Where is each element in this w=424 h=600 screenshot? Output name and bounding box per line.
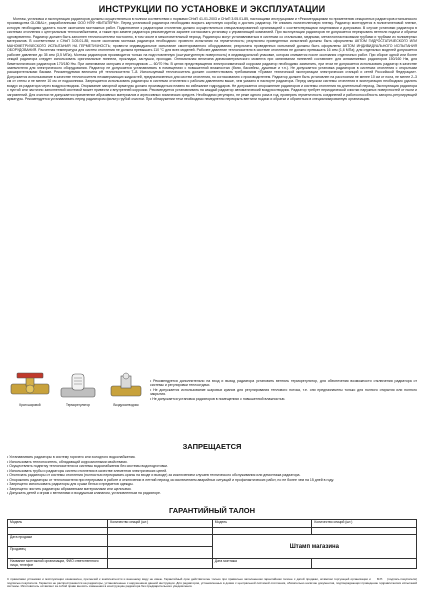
installation-text: Монтаж, установка и эксплуатация радиаторов должны осуществляться в полном соответствии с нормами СНиП 41-01-2003 и СНиП 3.05.01-85, настоящими инструкциями и «Рекомендациями по применению секционных радиаторов итальянского производства GLOBAL», разработанными ООО НПФ «ВИТАТЕРМ». Перед установкой радиатора необходимо вскрыть картонную коробку и достать радиатор. Не снимать полиэтиленовую пленку. Радиатор монтируется в полиэтиленовой пленке, которую необходимо удалить после окончания монтажных работ. Подключение к радиаторам отопления должно осуществляться специализированной организацией с соответствующими лицензиями и допусками. В случае установки радиатора в системах отопления с центральным теплоснабжением, а также при замене радиатора рекомендуется заранее согласовать установку с управляющей компанией. При эксплуатации радиаторов не допускается перекрывать вентили подачи и обратки одновременно. Радиатор должен быть заполнен теплоносителем постоянно, в том числе в межотопительный период. Радиаторы могут устанавливаться в системах со стальными, медными, металлопластиковыми трубами и трубами из полимерных материалов. В соответствии с СНиП 3.05.01-85, после окончания монтажа радиатора необходимо: провести испытания на герметичность; результаты проведенных испытаний должны быть оформлены АКТОМ ГИДРОСТАТИЧЕСКОГО ИЛИ МАНОМЕТРИЧЕСКОГО ИСПЫТАНИЯ НА ГЕРМЕТИЧНОСТЬ; провести индивидуальное испытание смонтированного оборудования; результаты проведенных испытаний должны быть оформлены АКТОМ ИНДИВИДУАЛЬНОГО ИСПЫТАНИЯ ОБОРУДОВАНИЯ. Расчетная температура для систем отопления не должна превышать 110 °С для всех моделей. Рабочее давление теплоносителя в системе отопления не должно превышать 16 атм (1,6 МПа); для отдельных моделей допускается рабочее давление до 35 атм (3,5 МПа). Монтаж радиаторов производится только на подготовленную (оштукатуренную поверхность) в индивидуальной упаковке, которая снимается после окончания отделочных работ. При сборке одной или более секций радиатора следует использовать оригинальные ниппели, прокладки, заглушки, проходки. Оптимальная величина динамометрического момента при затягивании ниппелей составляет: для алюминиевых радиаторов 150/160 Нм, для биметаллических радиаторов 170/180 Нм. При затягивании заглушек и переходников — 60/70 Нм. В целях предотвращения электрохимической коррозии радиатор необходимо заземлить, при этом не допускается использовать радиатор в качестве заземлителя для электрического оборудования. Радиатор не допускается устанавливать в помещениях с повышенной влажностью (бани, бассейны, душевые и т.п.). Не допускается установка радиаторов в системах отопления с открытыми расширительными баками. Рекомендуемая величина pH теплоносителя 7–8. Используемый теплоноситель должен соответствовать требованиям «Правил технической эксплуатации электрических станций и сетей Российской Федерации». Допускается использование в качестве теплоносителя незамерзающих жидкостей, предназначенных для систем отопления, по согласованию с производителем. Радиатор должен быть установлен на расстоянии не менее 10 см от пола, не менее 2–3 см от стены и не менее 10 см от подоконника. Запрещается использовать радиаторы в системах отопления с рабочим давлением выше, чем указано в паспорте радиатора. Перед запуском системы отопления в эксплуатацию необходимо удалить воздух из радиатора через воздухоотводчик. Открывание запорной арматуры должно производиться плавно во избежание гидроударов. Не допускается опорожнение радиаторов и системы отопления на длительный период. Эксплуатация радиатора с пустой или частично заполненной системой может привести к внутренней коррозии. Рекомендуется устанавливать на каждый радиатор автоматический воздухоотводчик. Радиатор требует периодической очистки наружных поверхностей от пыли и загрязнений. Для очистки не допускается применение абразивных материалов и агрессивных химических средств. Необходимо регулярно, не реже одного раза в год, проверять герметичность соединений и работоспособность запорно-регулирующей арматуры. Рекомендуется устанавливать перед радиатором фильтр грубой очистки. При обнаружении течи необходимо немедленно перекрыть вентили подачи и обратки и обратиться в специализированную организацию. xyxy=(7,17,417,102)
page-title: ИНСТРУКЦИИ ПО УСТАНОВКЕ И ЭКСПЛУАТАЦИИ xyxy=(98,4,326,14)
installation-instructions xyxy=(7,17,417,362)
forbid-item: • Использовать теплоноситель, обладающий коррозионными свойствами. xyxy=(7,459,128,464)
note-item: • Не допускается использование шаровых кранов для регулирования теплового потока, т.е. они предназначены только для полного открытия или полного закрытия. xyxy=(150,387,417,397)
ball-valve-figure xyxy=(7,370,53,409)
forbid-item: • Допускать детей к играм с вентилями и воздушным клапаном, установленным на радиаторе. xyxy=(7,491,161,495)
col-model-2: Модель xyxy=(212,520,312,528)
forbid-item: • Опорожнять радиаторы от теплоносителя при перерывах в работе и отключении в летний период за исключением аварийных ситуаций и профилактических работ, но не более чем на 15 дней в году. xyxy=(7,477,334,482)
mp-label: М.П. xyxy=(376,577,384,581)
note-item: • Рекомендуется дополнительно на вход и выход радиатора установить вентиль терморегулятор, для обеспечения возможности отключения радиатора от системы и регулировки теплоотдачи. xyxy=(150,379,417,388)
signature-label: (подпись покупателя) xyxy=(387,577,417,581)
air-vent-icon xyxy=(103,370,149,404)
forbid-item: • Запрещено чистить радиаторы абразивными материалами или щелочами. xyxy=(7,486,132,491)
forbid-heading: ЗАПРЕЩАЕТСЯ xyxy=(182,442,242,451)
sections-cell[interactable] xyxy=(108,528,213,535)
seller-value[interactable] xyxy=(108,547,213,559)
warranty-table xyxy=(7,519,417,569)
figure-caption: Кран шаровой xyxy=(19,403,41,407)
sale-date-value[interactable] xyxy=(108,535,213,547)
model-cell[interactable] xyxy=(8,528,108,535)
forbid-item: • Запрещено использовать радиаторы для сушки белья и предметов одежды. xyxy=(7,482,134,486)
note-item: • Не допускается установка радиаторов в помещениях с повышенной влажностью. xyxy=(150,396,286,401)
forbid-list xyxy=(7,455,417,496)
figure-caption: Терморегулятор xyxy=(65,403,91,407)
install-date-value[interactable] xyxy=(312,559,417,569)
thermostat-figure xyxy=(55,370,101,409)
forbid-item: • Устанавливать радиаторы в систему горячего или холодного водоснабжения. xyxy=(7,455,136,459)
footer-text: С правилами установки и эксплуатации ознакомлен, претензий к комплектности и внешнему виду не имею. Гарантийный срок действителен только при правильно заполненном гарантийном талоне с датой продажи, штампом торгующей организации и подписью покупателя. Гарантия не распространяется на радиаторы, установленные с нарушением данной инструкции. Для радиаторов, установленных в домах с центральной системой отопления, обязательно наличие документов, подтверждающих проведение гидравлических испытаний системы. Изготовитель оставляет за собой право вносить изменения в конструкцию радиатора без предварительного уведомления. xyxy=(7,577,417,589)
model-cell-2[interactable] xyxy=(212,528,312,535)
col-model: Модель xyxy=(8,520,108,528)
forbid-item: • Использовать трубы и радиаторы систем отопления в качестве элементов электрических цепей. xyxy=(7,468,168,473)
col-sections-2: Количество секций (шт.) xyxy=(312,520,417,528)
install-date-label: Дата монтажа xyxy=(212,559,312,569)
sections-cell-2[interactable] xyxy=(312,528,417,535)
shop-stamp-area: Штамп магазина xyxy=(212,535,416,559)
air-vent-figure xyxy=(103,370,149,409)
fittings-notes xyxy=(150,379,417,401)
seller-label: Продавец xyxy=(8,547,108,559)
warranty-heading: ГАРАНТИЙНЫЙ ТАЛОН xyxy=(168,506,256,515)
sale-date-label: Дата продажи xyxy=(8,535,108,547)
col-sections: Количество секций (шт.) xyxy=(108,520,213,528)
ball-valve-icon xyxy=(7,370,53,404)
figure-caption: Воздухоотводчик xyxy=(113,403,139,407)
thermostat-valve-icon xyxy=(55,370,101,404)
warranty-footer xyxy=(7,578,417,589)
fittings-figures xyxy=(7,370,149,420)
forbid-item: • Осуществлять подпитку теплоносителя из системы водоснабжения без системы водоподготовки. xyxy=(7,464,168,468)
org-value[interactable] xyxy=(108,559,213,569)
org-label: Название монтажной организации, ФИО ответственного лица, телефон xyxy=(8,559,108,569)
forbid-item: • Отключать радиаторы от системы отопления (полностью перекрывать краны на входе и выходе) за исключением случаев технического обслуживания или демонтажа радиатора. xyxy=(7,473,301,477)
